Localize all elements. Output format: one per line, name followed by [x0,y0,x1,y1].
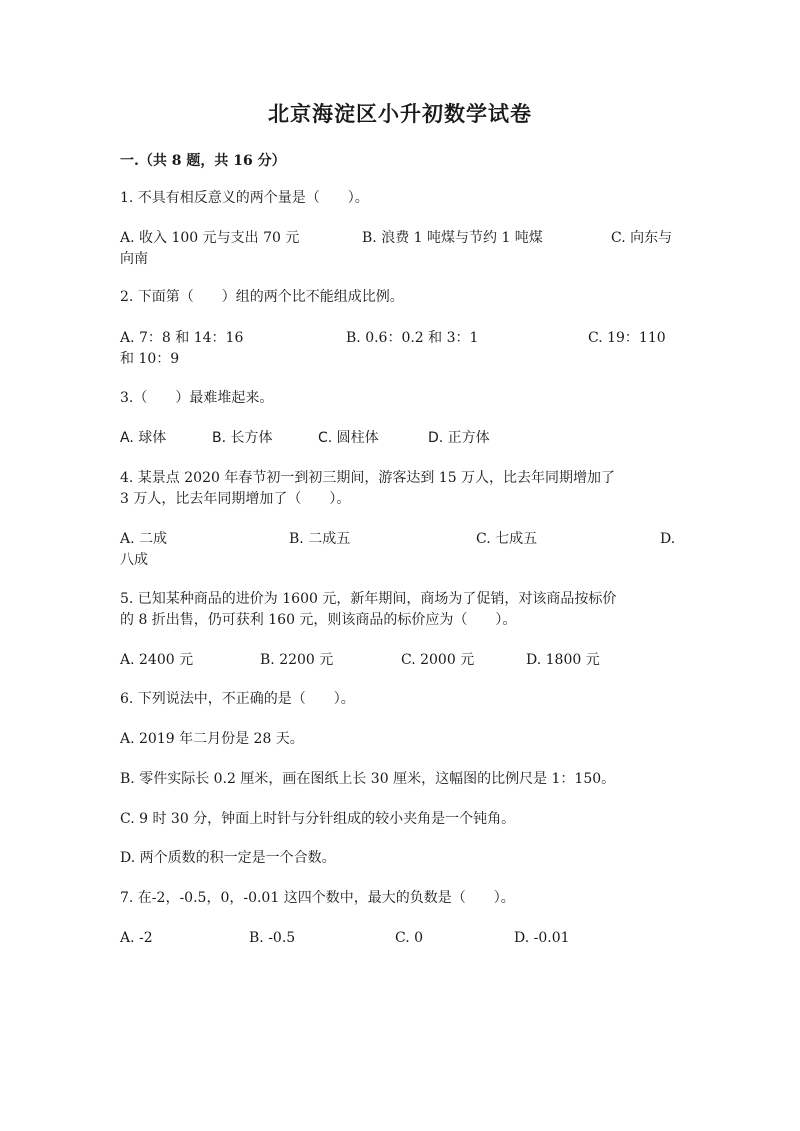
question-4-stem-line-1: 4. 某景点 2020 年春节初一到初三期间，游客达到 15 万人，比去年同期增加了 [120,470,616,486]
question-7-stem: 7. 在-2，-0.5，0，-0.01 这四个数中，最大的负数是（ ）。 [120,890,515,906]
question-5-option-d: D. 1800 元 [526,652,600,668]
question-1-option-a: A. 收入 100 元与支出 70 元 [120,230,300,246]
question-4-stem-line-2: 3 万人，比去年同期增加了（ ）。 [120,491,351,507]
question-3-option-b: B. 长方体 [212,430,273,446]
question-1-option-c: C. 向东与 [611,230,673,246]
question-6-option-c: C. 9 时 30 分，钟面上时针与分针组成的较小夹角是一个钝角。 [120,811,516,827]
question-7-option-a: A. -2 [120,930,153,946]
question-5-stem-line-2: 的 8 折出售，仍可获利 160 元，则该商品的标价应为（ ）。 [120,612,517,628]
question-1-option-b: B. 浪费 1 吨煤与节约 1 吨煤 [362,230,543,246]
question-3-option-a: A. 球体 [120,430,167,446]
question-4-option-a: A. 二成 [120,531,168,547]
question-4-option-b: B. 二成五 [289,531,351,547]
question-1-option-c-continued: 向南 [120,251,148,267]
question-6-stem: 6. 下列说法中，不正确的是（ ）。 [120,691,355,707]
question-7-option-d: D. -0.01 [514,930,570,946]
question-2-option-a: A. 7：8 和 14：16 [120,330,244,346]
question-6-option-b: B. 零件实际长 0.2 厘米，画在图纸上长 30 厘米，这幅图的比例尺是 1：150。 [120,771,616,787]
question-6-option-d: D. 两个质数的积一定是一个合数。 [120,850,336,866]
question-6-option-a: A. 2019 年二月份是 28 天。 [120,731,304,747]
question-5-option-b: B. 2200 元 [260,652,334,668]
question-5-stem-line-1: 5. 已知某种商品的进价为 1600 元，新年期间，商场为了促销，对该商品按标价 [120,591,617,607]
question-4-option-d-continued: 八成 [120,552,148,568]
question-3-option-c: C. 圆柱体 [318,430,379,446]
section-heading: 一.（共 8 题，共 16 分） [120,153,286,169]
page-title: 北京海淀区小升初数学试卷 [268,101,532,126]
question-3-stem: 3.（ ）最难堆起来。 [120,390,274,406]
question-3-option-d: D. 正方体 [428,430,490,446]
question-4-option-d: D. [660,531,676,547]
question-2-option-c-continued: 和 10：9 [120,351,180,367]
question-4-option-c: C. 七成五 [476,531,538,547]
question-5-option-c: C. 2000 元 [401,652,475,668]
question-1-stem: 1. 不具有相反意义的两个量是（ ）。 [120,190,369,206]
question-7-option-b: B. -0.5 [249,930,296,946]
question-2-stem: 2. 下面第（ ）组的两个比不能组成比例。 [120,289,404,305]
question-2-option-b: B. 0.6：0.2 和 3：1 [346,330,479,346]
question-2-option-c: C. 19：110 [588,330,666,346]
question-7-option-c: C. 0 [395,930,424,946]
question-5-option-a: A. 2400 元 [120,652,194,668]
